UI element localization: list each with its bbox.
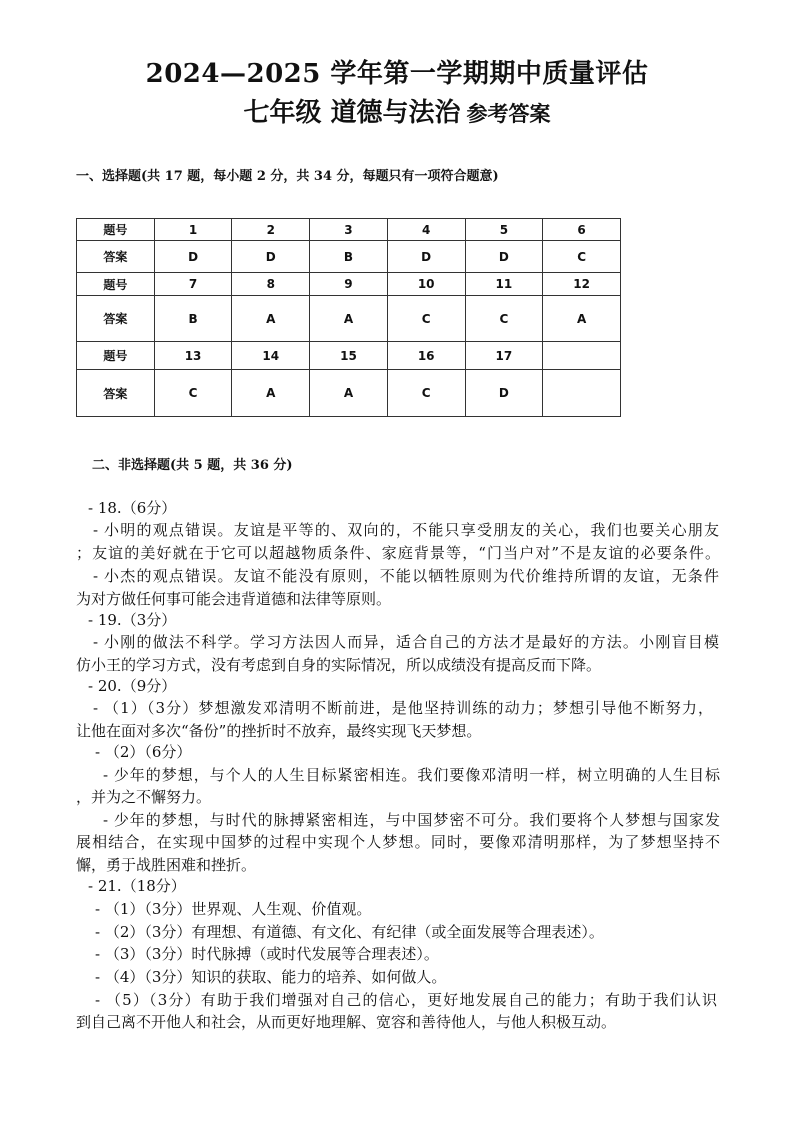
table-cell xyxy=(543,370,621,417)
table-cell: A xyxy=(232,370,310,417)
table-row xyxy=(77,241,621,273)
table-cell: B xyxy=(310,241,388,273)
question-number: - 21.（18分） xyxy=(88,877,186,895)
answer-line: - （3）（3分）时代脉搏（或时代发展等合理表述）。 xyxy=(95,945,439,963)
answer-line: 为对方做任何事可能会违背道德和法律等原则。 xyxy=(76,590,392,608)
table-cell: D xyxy=(465,241,543,273)
answer-line: - （2）（3分）有理想、有道德、有文化、有纪律（或全面发展等合理表述）。 xyxy=(95,923,604,941)
table-row xyxy=(77,273,621,296)
table-cell: 10 xyxy=(387,273,465,296)
answer-line: ；友谊的美好就在于它可以超越物质条件、家庭背景等，“门当户对”不是友谊的必要条件。 xyxy=(76,544,720,562)
question-number: - 20.（9分） xyxy=(88,677,177,695)
table-cell: 3 xyxy=(310,219,388,241)
table-cell: D xyxy=(232,241,310,273)
table-cell: 5 xyxy=(465,219,543,241)
table-cell: D xyxy=(154,241,232,273)
answer-line: - 小杰的观点错误。友谊不能没有原则，不能以牺牲原则为代价维持所谓的友谊，无条件 xyxy=(93,567,719,585)
answer-line: 让他在面对多次“备份”的挫折时不放弃，最终实现飞天梦想。 xyxy=(76,722,482,740)
table-cell: A xyxy=(543,296,621,342)
table-cell: C xyxy=(543,241,621,273)
table-cell: 2 xyxy=(232,219,310,241)
table-cell: 题号 xyxy=(77,219,155,241)
answer-table xyxy=(76,218,621,417)
table-cell: C xyxy=(465,296,543,342)
table-cell: 题号 xyxy=(77,342,155,370)
answer-line: 展相结合，在实现中国梦的过程中实现个人梦想。同时，要像邓清明那样，为了梦想坚持不 xyxy=(76,833,720,851)
answer-line: - （1）（3分）梦想激发邓清明不断前进，是他坚持训练的动力；梦想引导他不断努力， xyxy=(93,699,713,717)
table-cell: A xyxy=(310,296,388,342)
table-cell: D xyxy=(465,370,543,417)
table-cell: 题号 xyxy=(77,273,155,296)
question-number: - 19.（3分） xyxy=(88,611,177,629)
table-cell: 11 xyxy=(465,273,543,296)
table-cell: 答案 xyxy=(77,296,155,342)
answer-line: 懈，勇于战胜困难和挫折。 xyxy=(76,856,257,874)
answer-line: - 少年的梦想，与个人的人生目标紧密相连。我们要像邓清明一样，树立明确的人生目标 xyxy=(103,766,720,784)
table-cell: 12 xyxy=(543,273,621,296)
answer-line: ，并为之不懈努力。 xyxy=(76,788,212,806)
sub-question-number: - （2）（6分） xyxy=(95,743,192,761)
table-row xyxy=(77,342,621,370)
document-title: 2024—2025 学年第一学期期中质量评估 xyxy=(145,59,649,89)
answer-line: - 小明的观点错误。友谊是平等的、双向的，不能只享受朋友的关心，我们也要关心朋友 xyxy=(93,521,719,539)
answer-line: - 小刚的做法不科学。学习方法因人而异，适合自己的方法才是最好的方法。小刚盲目模 xyxy=(93,633,719,651)
table-cell: 13 xyxy=(154,342,232,370)
question-number: - 18.（6分） xyxy=(88,499,177,517)
table-cell: 8 xyxy=(232,273,310,296)
table-cell: 答案 xyxy=(77,370,155,417)
answer-line: - （5）（3分）有助于我们增强对自己的信心，更好地发展自己的能力；有助于我们认识 xyxy=(95,991,717,1009)
answer-line: 仿小王的学习方式，没有考虑到自身的实际情况，所以成绩没有提高反而下降。 xyxy=(76,656,602,674)
answer-line: 到自己离不开他人和社会，从而更好地理解、宽容和善待他人，与他人积极互动。 xyxy=(76,1013,617,1031)
table-cell: C xyxy=(387,296,465,342)
table-cell: 答案 xyxy=(77,241,155,273)
table-cell: B xyxy=(154,296,232,342)
answer-key-label: 参考答案 xyxy=(466,101,551,126)
table-cell: 4 xyxy=(387,219,465,241)
answer-line: - 少年的梦想，与时代的脉搏紧密相连，与中国梦密不可分。我们要将个人梦想与国家发 xyxy=(103,811,720,829)
table-cell: 15 xyxy=(310,342,388,370)
table-cell: A xyxy=(310,370,388,417)
table-cell: 14 xyxy=(232,342,310,370)
table-cell xyxy=(543,342,621,370)
answer-line: - （1）（3分）世界观、人生观、价值观。 xyxy=(95,900,372,918)
section-heading-choice: 一、选择题(共 17 题，每小题 2 分，共 34 分，每题只有一项符合题意) xyxy=(76,169,499,184)
table-cell: C xyxy=(387,370,465,417)
document-subtitle xyxy=(0,94,794,133)
table-cell: 17 xyxy=(465,342,543,370)
table-cell: 1 xyxy=(154,219,232,241)
table-row xyxy=(77,219,621,241)
table-cell: A xyxy=(232,296,310,342)
table-cell: 7 xyxy=(154,273,232,296)
answer-line: - （4）（3分）知识的获取、能力的培养、如何做人。 xyxy=(95,968,447,986)
table-cell: 6 xyxy=(543,219,621,241)
table-cell: D xyxy=(387,241,465,273)
table-row xyxy=(77,370,621,417)
table-row xyxy=(77,296,621,342)
section-heading-nonchoice: 二、非选择题(共 5 题，共 36 分) xyxy=(92,458,293,473)
table-cell: 9 xyxy=(310,273,388,296)
subject-title: 七年级 道德与法治 xyxy=(243,98,461,128)
table-cell: 16 xyxy=(387,342,465,370)
table-cell: C xyxy=(154,370,232,417)
